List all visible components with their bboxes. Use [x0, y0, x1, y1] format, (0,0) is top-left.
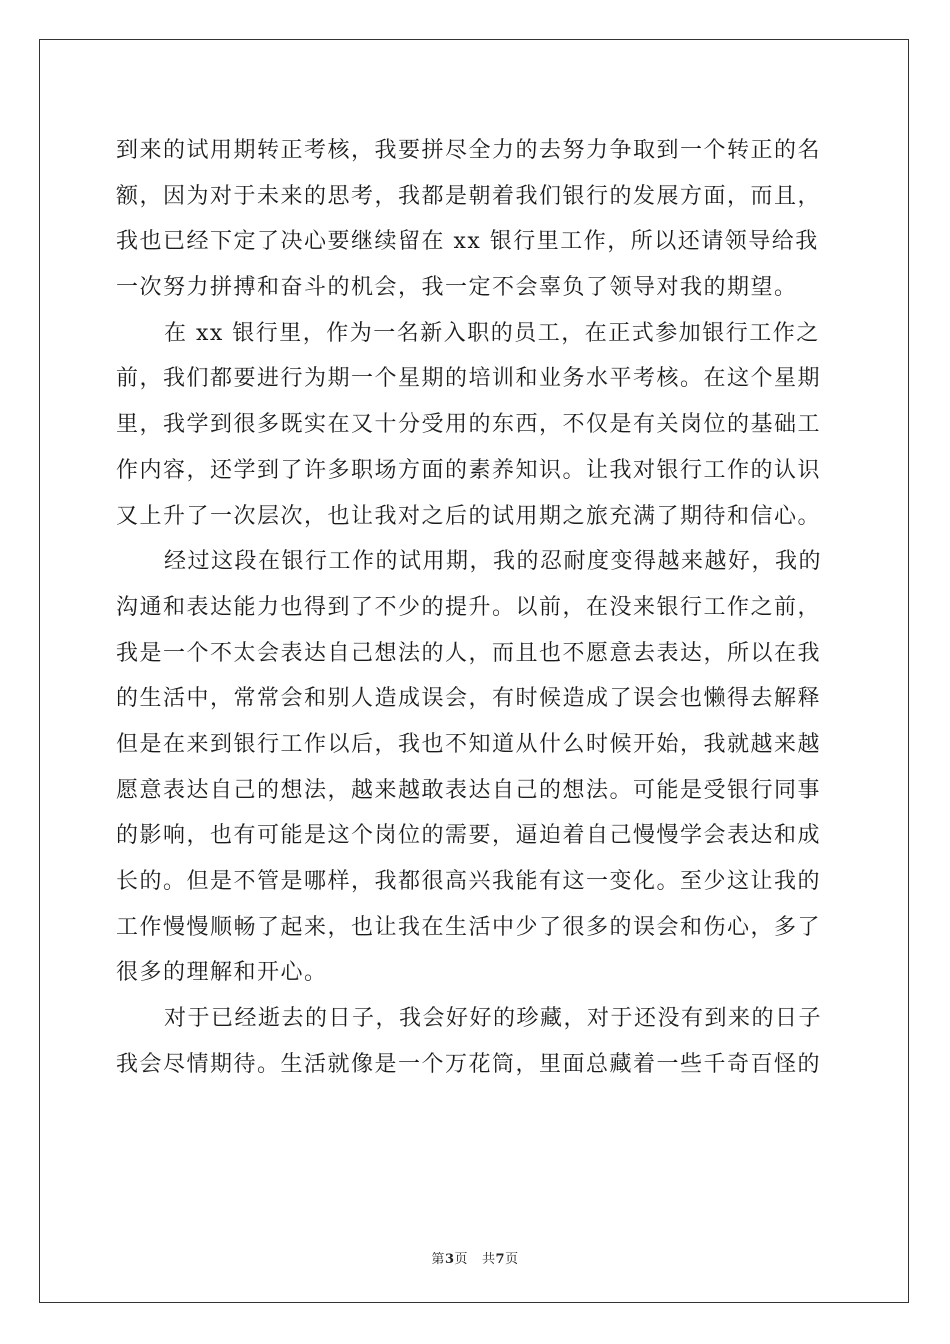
total-suffix: 页 [505, 1252, 519, 1267]
text-line: 我也已经下定了决心要继续留在 xx 银行里工作，所以还请领导给我 [116, 229, 819, 255]
text-line: 里，我学到很多既实在又十分受用的东西，不仅是有关岗位的基础工 [116, 412, 822, 438]
text-line: 沟通和表达能力也得到了不少的提升。以前，在没来银行工作之前， [116, 594, 822, 620]
page-current: 3 [444, 1252, 455, 1267]
text-line: 工作慢慢顺畅了起来，也让我在生活中少了很多的误会和伤心，多了 [116, 914, 822, 940]
text-line: 又上升了一次层次，也让我对之后的试用期之旅充满了期待和信心。 [116, 503, 822, 529]
text-line: 前，我们都要进行为期一个星期的培训和业务水平考核。在这个星期 [116, 366, 822, 392]
document-body [116, 128, 836, 1087]
text-line: 愿意表达自己的想法，越来越敢表达自己的想法。可能是受银行同事 [116, 777, 822, 803]
text-line: 一次努力拼搏和奋斗的机会，我一定不会辜负了领导对我的期望。 [116, 275, 798, 301]
page-suffix: 页 [454, 1252, 468, 1267]
total-prefix: 共 [482, 1252, 496, 1267]
page-footer [0, 1248, 950, 1267]
text-line: 我是一个不太会表达自己想法的人，而且也不愿意去表达，所以在我 [116, 640, 822, 666]
text-line: 但是在来到银行工作以后，我也不知道从什么时候开始，我就越来越 [116, 731, 822, 757]
text-line: 额，因为对于未来的思考，我都是朝着我们银行的发展方面，而且， [116, 183, 822, 209]
text-line: 我会尽情期待。生活就像是一个万花筒，里面总藏着一些千奇百怪的 [116, 1051, 822, 1077]
page-prefix: 第 [431, 1252, 445, 1267]
text-line: 的影响，也有可能是这个岗位的需要，逼迫着自己慢慢学会表达和成 [116, 823, 822, 849]
paragraph-first-line: 经过这段在银行工作的试用期，我的忍耐度变得越来越好，我的 [164, 549, 823, 575]
text-line: 的生活中，常常会和别人造成误会，有时候造成了误会也懒得去解释 [116, 686, 822, 712]
text-line: 到来的试用期转正考核，我要拼尽全力的去努力争取到一个转正的名 [116, 138, 822, 163]
text-line: 长的。但是不管是哪样，我都很高兴我能有这一变化。至少这让我的 [116, 869, 822, 894]
page-total: 7 [495, 1252, 506, 1267]
text-line: 作内容，还学到了许多职场方面的素养知识。让我对银行工作的认识 [116, 457, 822, 483]
paragraph-first-line: 对于已经逝去的日子，我会好好的珍藏，对于还没有到来的日子 [164, 1006, 823, 1032]
paragraph-first-line: 在 xx 银行里，作为一名新入职的员工，在正式参加银行工作之 [164, 320, 820, 346]
text-line: 很多的理解和开心。 [116, 960, 328, 986]
